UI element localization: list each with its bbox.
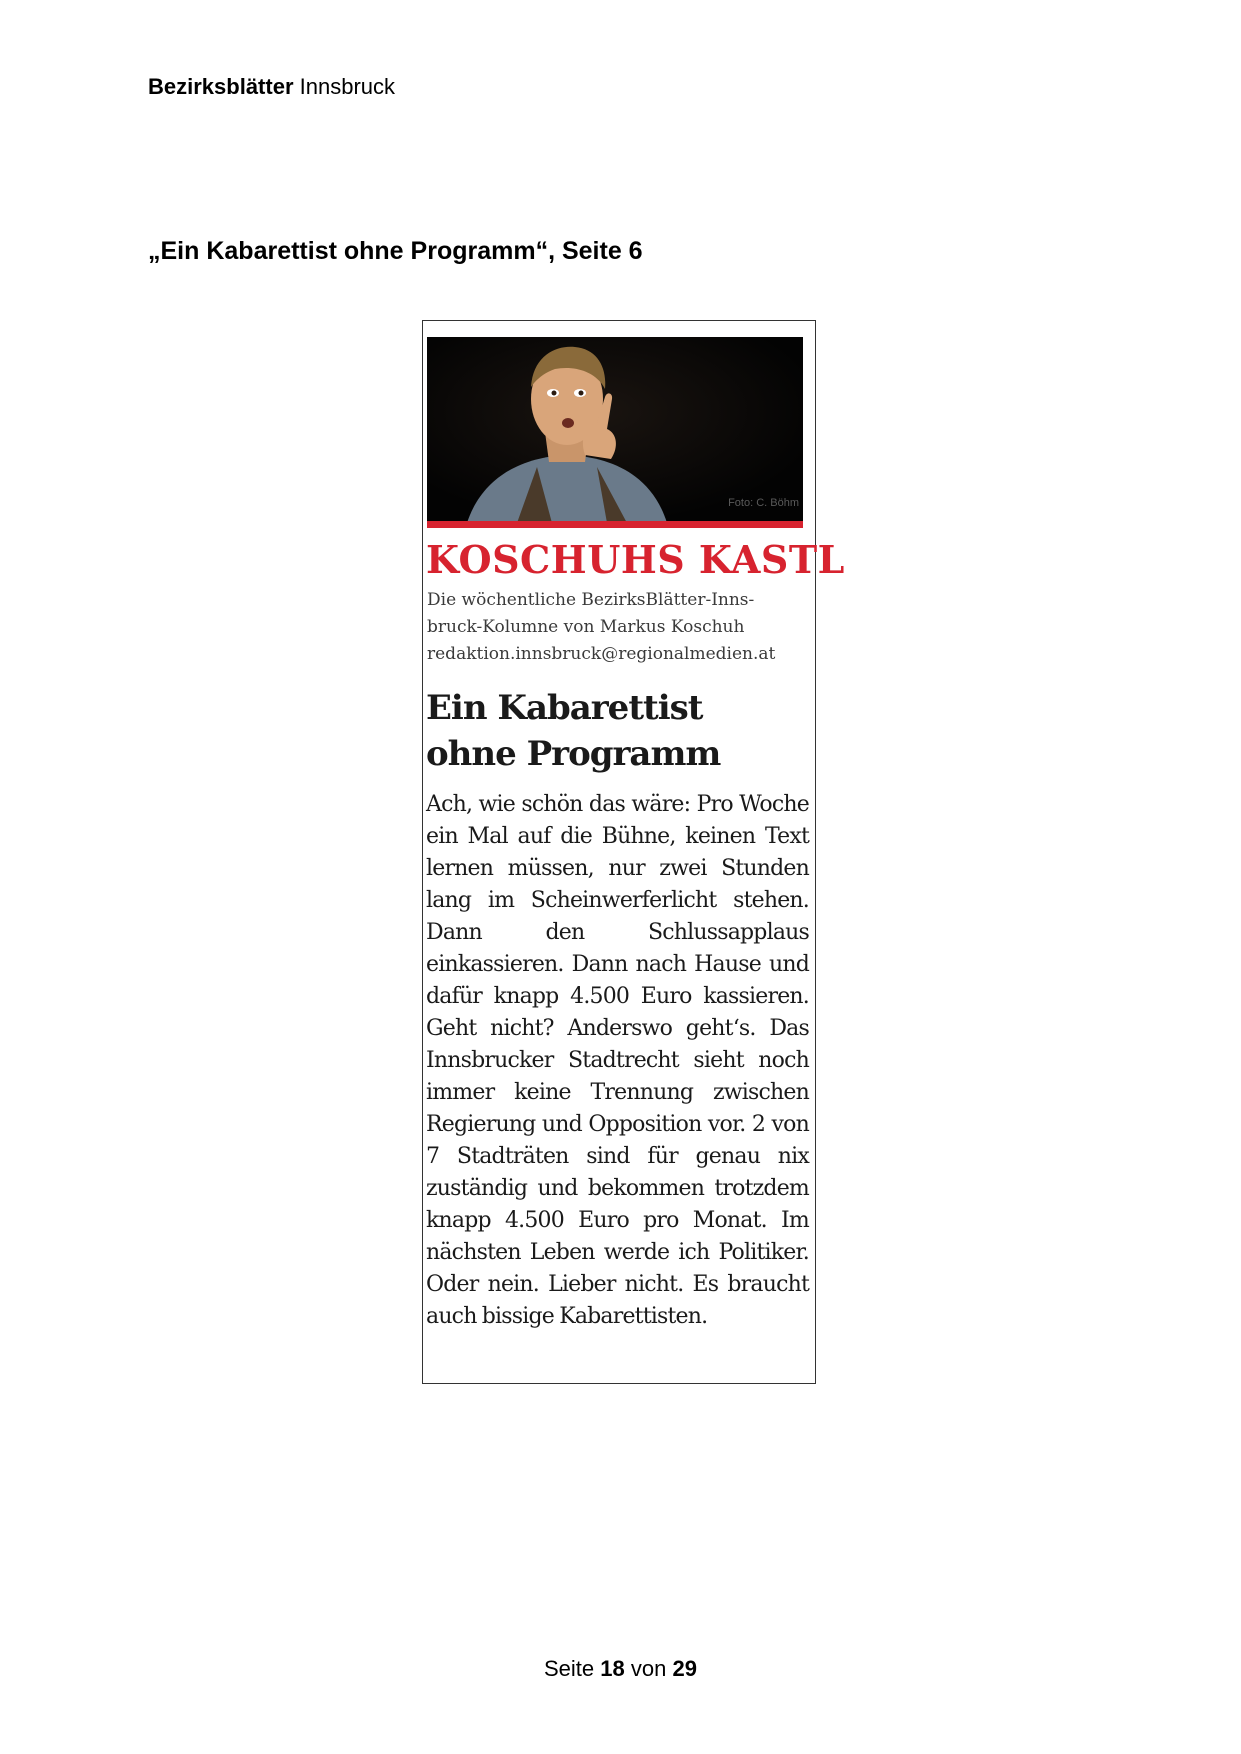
document-header (148, 74, 395, 100)
headline-line: Ein Kabarettist (426, 688, 703, 728)
headline-line: ohne Programm (426, 734, 721, 774)
column-subtitle (427, 587, 809, 668)
article-headline (426, 685, 808, 777)
column-sub-line: Die wöchentliche BezirksBlätter-Inns- (427, 590, 755, 610)
author-photo (427, 337, 803, 523)
page-label: Seite (544, 1656, 595, 1681)
current-page: 18 (600, 1656, 625, 1681)
red-divider-bar (427, 521, 803, 528)
performer-illustration (427, 337, 803, 523)
document-title: „Ein Kabarettist ohne Programm“, Seite 6 (148, 237, 643, 265)
article-body: Ach, wie schön das wäre: Pro Woche ein Mal auf die Bühne, keinen Text lernen müssen, nur zwei Stunden lang im Scheinwerferlicht stehen. Dann den Schlussapplaus einkassieren. Dann nach Hause und dafür knapp 4.500 Euro kassieren. Geht nicht? Anderswo geht‘s. Das Innsbrucker Stadtrecht sieht noch immer keine Trennung zwischen Regierung und Opposition vor. 2 von 7 Stadträten sind für genau nix zuständig und bekommen trotzdem knapp 4.500 Euro pro Monat. Im nächsten Leben werde ich Politiker. Oder nein. Lieber nicht. Es braucht auch bissige Kabarettisten. (426, 792, 809, 1329)
publication-name: Bezirksblätter (148, 74, 294, 99)
photo-credit: Foto: C. Böhm (728, 497, 799, 509)
page-of-label: von (630, 1656, 667, 1681)
column-email: redaktion.innsbruck@regionalmedien.at (427, 644, 776, 664)
column-name: KOSCHUHS KASTL (426, 537, 845, 582)
publication-location: Innsbruck (299, 74, 396, 99)
total-pages: 29 (672, 1656, 697, 1681)
page-footer (0, 1656, 1241, 1682)
column-sub-line: bruck-Kolumne von Markus Koschuh (427, 617, 745, 637)
newspaper-clipping (422, 320, 845, 1384)
